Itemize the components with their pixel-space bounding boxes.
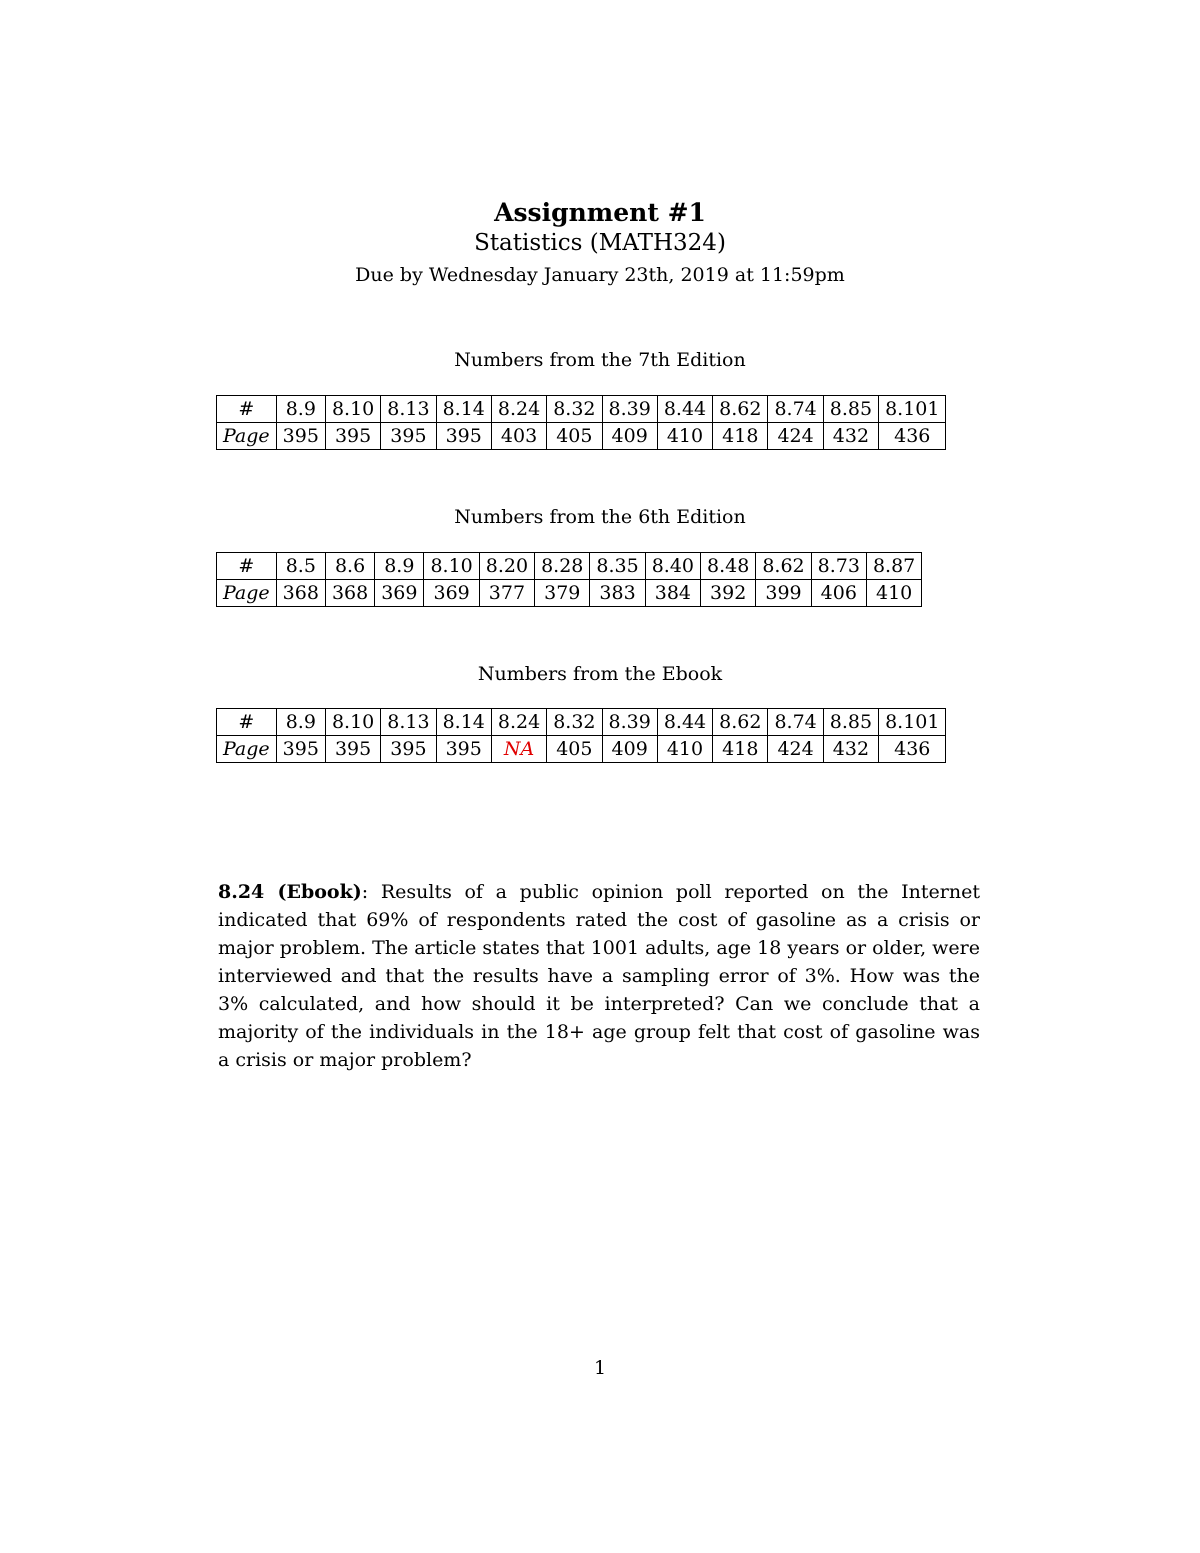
problem-statement: 8.24 (Ebook): Results of a public opinion poll reported on the Internet indicated that 69% of respondents rated the cost of gasoline as a crisis or major problem. The article states that 1001 adults, age 18 years or older, were interviewed and that the results have a sampling error of 3%. How was the 3% calculated, and how should it be interpreted? Can we conclude that a majority of the individuals in the 18+ age group felt that cost of gasoline was a crisis or major problem? (218, 881, 980, 1071)
table-cell: 8.6 (325, 553, 374, 580)
table-cell: 8.9 (276, 709, 325, 736)
table-cell: 8.44 (657, 709, 712, 736)
table-cell: 8.85 (823, 709, 878, 736)
table-ebook (216, 708, 946, 763)
table-cell-na: NA (491, 736, 546, 763)
table-cell: 409 (602, 736, 657, 763)
table-cell: 8.9 (276, 396, 325, 423)
table-cell: 368 (276, 580, 325, 607)
table-cell: 379 (535, 580, 590, 607)
table-cell: 8.28 (535, 553, 590, 580)
table-cell: 377 (479, 580, 534, 607)
table-cell: 8.44 (657, 396, 712, 423)
table-cell: 8.24 (491, 396, 546, 423)
table-cell: 395 (325, 423, 380, 450)
table-cell: 8.74 (768, 709, 823, 736)
table-cell: 410 (866, 580, 921, 607)
table-cell: 403 (491, 423, 546, 450)
table-cell: 395 (436, 423, 491, 450)
table-caption-ebook: Numbers from the Ebook (477, 663, 723, 685)
table-cell: 410 (657, 736, 712, 763)
table-cell: 432 (823, 423, 878, 450)
table-cell: 409 (602, 423, 657, 450)
table-cell: 383 (590, 580, 645, 607)
row-label-page: Page (217, 580, 277, 607)
row-label-number: # (217, 396, 277, 423)
table-cell: 406 (811, 580, 866, 607)
table-row-pages (217, 736, 946, 763)
table-cell: 8.32 (547, 396, 602, 423)
table-cell: 395 (381, 736, 436, 763)
table-cell: 8.62 (713, 709, 768, 736)
table-cell: 8.9 (375, 553, 424, 580)
table-cell: 8.10 (325, 396, 380, 423)
table-cell: 384 (645, 580, 700, 607)
table-cell: 405 (547, 736, 602, 763)
table-cell: 395 (381, 423, 436, 450)
row-label-page: Page (217, 423, 277, 450)
table-cell: 8.101 (879, 709, 946, 736)
table-row-numbers (217, 709, 946, 736)
table-cell: 8.35 (590, 553, 645, 580)
table-row-numbers (217, 396, 946, 423)
table-cell: 8.39 (602, 709, 657, 736)
table-cell: 8.5 (276, 553, 325, 580)
table-cell: 8.85 (823, 396, 878, 423)
table-cell: 8.62 (756, 553, 811, 580)
table-cell: 410 (657, 423, 712, 450)
table-cell: 8.40 (645, 553, 700, 580)
table-6th-edition (216, 552, 922, 607)
table-cell: 8.62 (713, 396, 768, 423)
row-label-page: Page (217, 736, 277, 763)
table-cell: 418 (713, 423, 768, 450)
table-row-pages (217, 580, 922, 607)
table-cell: 8.10 (325, 709, 380, 736)
table-cell: 436 (879, 736, 946, 763)
table-cell: 405 (547, 423, 602, 450)
table-cell: 392 (701, 580, 756, 607)
table-cell: 424 (768, 423, 823, 450)
problem-label: 8.24 (Ebook) (218, 881, 362, 903)
table-cell: 8.73 (811, 553, 866, 580)
table-cell: 395 (436, 736, 491, 763)
table-cell: 8.14 (436, 396, 491, 423)
table-caption-7th-edition: Numbers from the 7th Edition (454, 349, 746, 371)
table-cell: 8.24 (491, 709, 546, 736)
table-cell: 8.13 (381, 709, 436, 736)
table-cell: 395 (325, 736, 380, 763)
table-cell: 8.39 (602, 396, 657, 423)
table-row-numbers (217, 553, 922, 580)
problem-text: Results of a public opinion poll reported on the Internet indicated that 69% of respondents rated the cost of gasoline as a crisis or major problem. The article states that 1001 adults, age 18 years or older, were interviewed and that the results have a sampling error of 3%. How was the 3% calculated, and how should it be interpreted? Can we conclude that a majority of the individuals in the 18+ age group felt that cost of gasoline was a crisis or major problem? (218, 881, 980, 1071)
table-cell: 395 (276, 736, 325, 763)
table-cell: 399 (756, 580, 811, 607)
table-cell: 432 (823, 736, 878, 763)
row-label-number: # (217, 553, 277, 580)
table-cell: 369 (424, 580, 479, 607)
table-cell: 395 (276, 423, 325, 450)
table-cell: 8.87 (866, 553, 921, 580)
table-cell: 8.14 (436, 709, 491, 736)
table-7th-edition (216, 395, 946, 450)
table-row-pages (217, 423, 946, 450)
table-cell: 8.48 (701, 553, 756, 580)
row-label-number: # (217, 709, 277, 736)
table-cell: 418 (713, 736, 768, 763)
due-date: Due by Wednesday January 23th, 2019 at 11:59pm (355, 264, 845, 286)
page-number: 1 (593, 1357, 607, 1379)
table-cell: 8.32 (547, 709, 602, 736)
table-cell: 368 (325, 580, 374, 607)
table-cell: 369 (375, 580, 424, 607)
course-name: Statistics (MATH324) (474, 230, 726, 256)
table-cell: 8.10 (424, 553, 479, 580)
table-cell: 424 (768, 736, 823, 763)
assignment-title: Assignment #1 (494, 198, 706, 227)
table-cell: 436 (879, 423, 946, 450)
table-cell: 8.20 (479, 553, 534, 580)
table-cell: 8.74 (768, 396, 823, 423)
table-cell: 8.101 (879, 396, 946, 423)
table-caption-6th-edition: Numbers from the 6th Edition (454, 506, 746, 528)
table-cell: 8.13 (381, 396, 436, 423)
